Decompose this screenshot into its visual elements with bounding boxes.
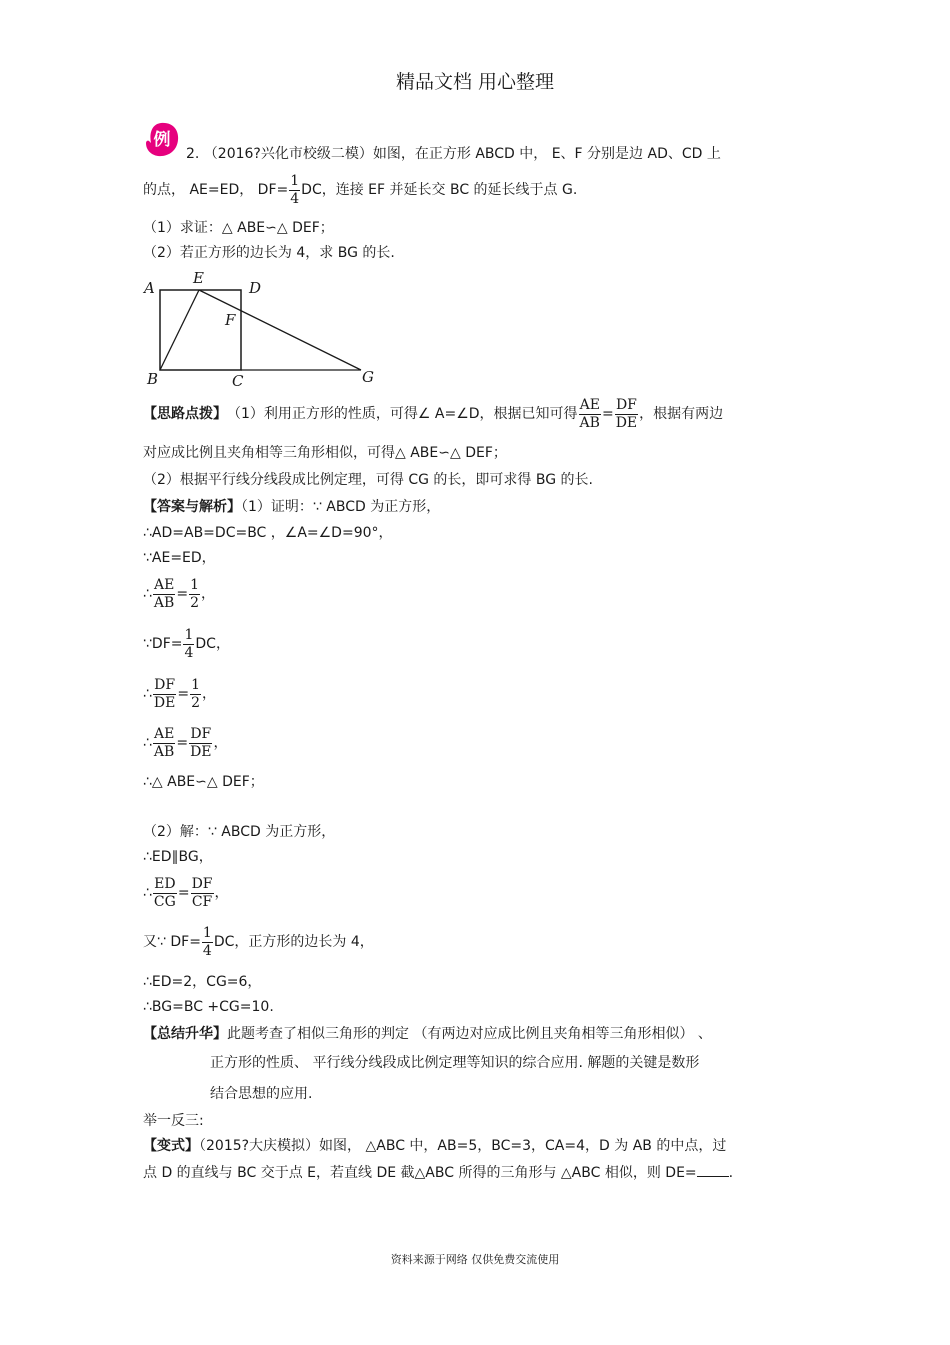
label-f: F [225, 311, 236, 329]
problem-line-2: 的点， AE=ED， DF= $\frac{1}{4}$ DC，连接 EF 并延长交 BC 的延长线于点 G. [143, 172, 578, 207]
variant-line-2: 点 D 的直线与 BC 交于点 E，若直线 DE 截△ABC 所得的三角形与 △ABC 相似，则 DE= . [143, 1162, 733, 1183]
answer-line-8: ∴ED∥BG， [143, 849, 213, 865]
answer-line-1: ∴AD=AB=DC=BC ，∠A=∠D=90°， [143, 525, 393, 541]
page-title: 精品文档 用心整理 [395, 71, 555, 93]
answer-blank [697, 1162, 729, 1177]
variant-line-1: 【变式】（2015?大庆模拟）如图， △ABC 中，AB=5，BC=3，CA=4，D 为 AB 的中点，过 [143, 1138, 727, 1154]
answer-step-6: ∴ $\frac{AE}{AB}$ = $\frac{DF}{DE}$ ， [143, 725, 228, 760]
question-2: （2）若正方形的边长为 4，求 BG 的长. [143, 245, 395, 261]
summary-line-1: 【总结升华】此题考查了相似三角形的判定 （有两边对应成比例且夹角相等三角形相似） 、 [143, 1026, 712, 1042]
answer-heading: 【答案与解析】（1）证明：∵ ABCD 为正方形， [143, 499, 441, 515]
question-1: （1）求证：△ ABE∽△ DEF； [143, 220, 334, 236]
label-c: C [232, 372, 244, 390]
hint-line-2: 对应成比例且夹角相等三角形相似，可得△ ABE∽△ DEF； [143, 445, 507, 461]
answer-step-10: 又∵ DF= $\frac{1}{4}$ DC，正方形的边长为 4， [143, 924, 374, 959]
summary-line-3: 结合思想的应用. [210, 1086, 313, 1102]
answer-line-7: ∴△ ABE∽△ DEF； [143, 774, 264, 790]
answer-part-2: （2）解：∵ ABCD 为正方形， [143, 824, 336, 840]
answer-step-3: ∴ $\frac{AE}{AB}$ = $\frac{1}{2}$ ， [143, 576, 215, 611]
example-badge-icon [143, 121, 180, 158]
problem-line-1: 2. （2016?兴化市校级二模）如图，在正方形 ABCD 中， E、F 分别是边 AD、CD 上 [186, 146, 721, 162]
label-b: B [147, 370, 159, 388]
badge-text: 例 [153, 130, 171, 150]
segment-eg [199, 290, 361, 370]
summary-line-2: 正方形的性质、 平行线分线段成比例定理等知识的综合应用. 解题的关键是数形 [210, 1055, 700, 1071]
square-abcd [160, 290, 241, 370]
answer-line-12: ∴BG=BC +CG=10. [143, 999, 274, 1015]
segment-be [160, 290, 199, 370]
geometry-figure [138, 265, 383, 390]
answer-step-4: ∵DF= $\frac{1}{4}$ DC， [143, 626, 230, 661]
label-a: A [144, 279, 155, 297]
fraction-one-quarter: $\frac{1}{4}$ [290, 172, 300, 207]
variant-intro: 举一反三: [143, 1113, 204, 1129]
label-g: G [362, 368, 374, 386]
answer-line-11: ∴ED=2，CG=6， [143, 974, 262, 990]
answer-line-2: ∵AE=ED， [143, 550, 216, 566]
label-d: D [249, 279, 262, 297]
hint-line-1: 【思路点拨】 （1）利用正方形的性质，可得∠ A=∠D，根据已知可得 $\frac{AE}{AB}$ = $\frac{DF}{DE}$ ，根据有两边 [143, 396, 724, 431]
answer-step-5: ∴ $\frac{DF}{DE}$ = $\frac{1}{2}$ ， [143, 676, 217, 711]
hint-line-3: （2）根据平行线分线段成比例定理，可得 CG 的长，即可求得 BG 的长. [143, 472, 593, 488]
answer-step-9: ∴ $\frac{ED}{CG}$ = $\frac{DF}{CF}$ ， [143, 875, 229, 910]
label-e: E [193, 269, 204, 287]
page-footer: 资料来源于网络 仅供免费交流使用 [390, 1253, 560, 1266]
